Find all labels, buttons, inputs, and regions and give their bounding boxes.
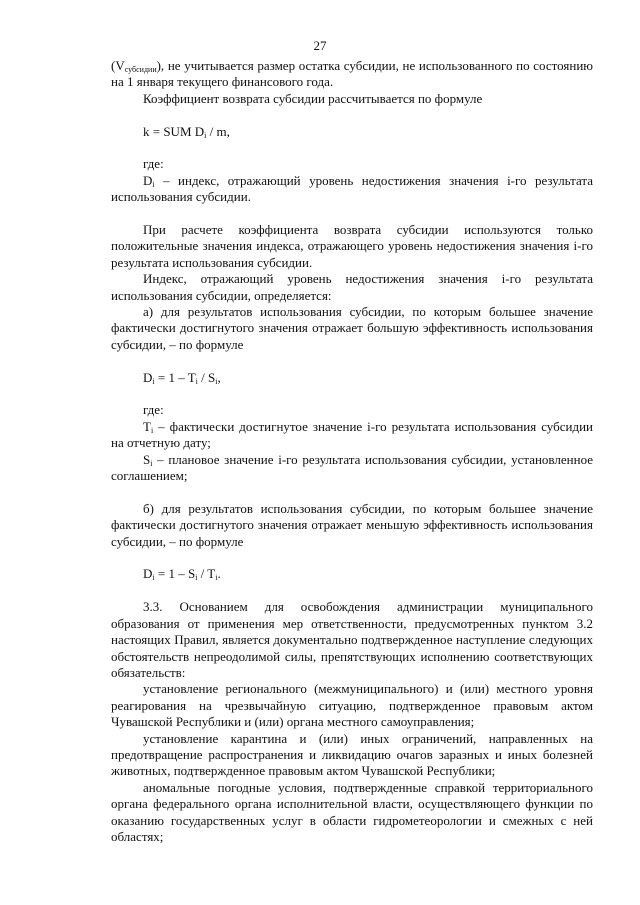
paragraph-index-definition: Индекс, отражающий уровень недостижения значения i-го результата использования субсидии, определяется: xyxy=(111,271,593,303)
list-item-weather: аномальные погодные условия, подтвержденные справкой территориального органа федерального органа исполнительной власти, осуществляющего функции по оказанию государственных услуг в области гидрометеорологии и смежных с ней областях; xyxy=(111,779,593,844)
where-label: где: xyxy=(143,402,164,418)
paragraph-coefficient-intro: Коэффициент возврата субсидии рассчитывается по формуле xyxy=(143,90,483,106)
paragraph-3-3: 3.3. Основанием для освобождения администрации муниципального образования от применения мер ответственности, предусмотренных пунктом 3.2 настоящих Правил, является документально подтвержденное наступление следующих обстоятельств непреодолимой силы, препятствующих исполнению соответствующих обязательств: xyxy=(111,599,593,680)
list-item-quarantine: установление карантина и (или) иных ограничений, направленных на предотвращение распространения и ликвидацию очагов заразных и иных болезней животных, подтвержденное правовым актом Чувашской Республики; xyxy=(111,730,593,779)
formula-di-b: $D_i = 1 - S_i / T_i$. xyxy=(143,566,221,583)
formula-k: k = SUM $D_i$ / m, xyxy=(143,123,230,140)
paragraph-subsidy-balance: $(V_{субсидии})$, не учитывается размер остатка субсидии, не использованного по состоянию на 1 января текущего финансового года. xyxy=(111,58,593,90)
paragraph-case-b: б) для результатов использования субсидии, по которым большее значение фактически достигнутого значения отражает меньшую эффективность использования субсидии, – по формуле xyxy=(111,500,593,549)
document-body xyxy=(111,58,593,845)
definition-si: $S_i$ – плановое значение i-го результата использования субсидии, установленное соглашением; xyxy=(111,451,593,484)
v-subscript: субсидии xyxy=(124,65,157,74)
where-label: где: xyxy=(143,156,164,172)
definition-di: $D_i$ – индекс, отражающий уровень недостижения значения i-го результата использования субсидии. xyxy=(111,172,593,205)
definition-ti: $T_i$ – фактически достигнутое значение i-го результата использования субсидии на отчетную дату; xyxy=(111,418,593,451)
formula-di-a: $D_i = 1 - T_i / S_i$, xyxy=(143,369,221,386)
v-symbol: (V xyxy=(111,58,125,73)
paragraph-positive-values: При расчете коэффициента возврата субсидии используются только положительные значения индекса, отражающего уровень недостижения значения i-го результата использования субсидии. xyxy=(111,222,593,270)
paragraph-case-a: а) для результатов использования субсидии, по которым большее значение фактически достигнутого значения отражает большую эффективность использования субсидии, – по формуле xyxy=(111,304,593,352)
list-item-emergency: установление регионального (межмуниципального) и (или) местного уровня реагирования на чрезвычайную ситуацию, подтвержденное правовым актом Чувашской Республики и (или) органа местного самоуправления; xyxy=(111,681,593,730)
page-number: 27 xyxy=(313,38,327,53)
